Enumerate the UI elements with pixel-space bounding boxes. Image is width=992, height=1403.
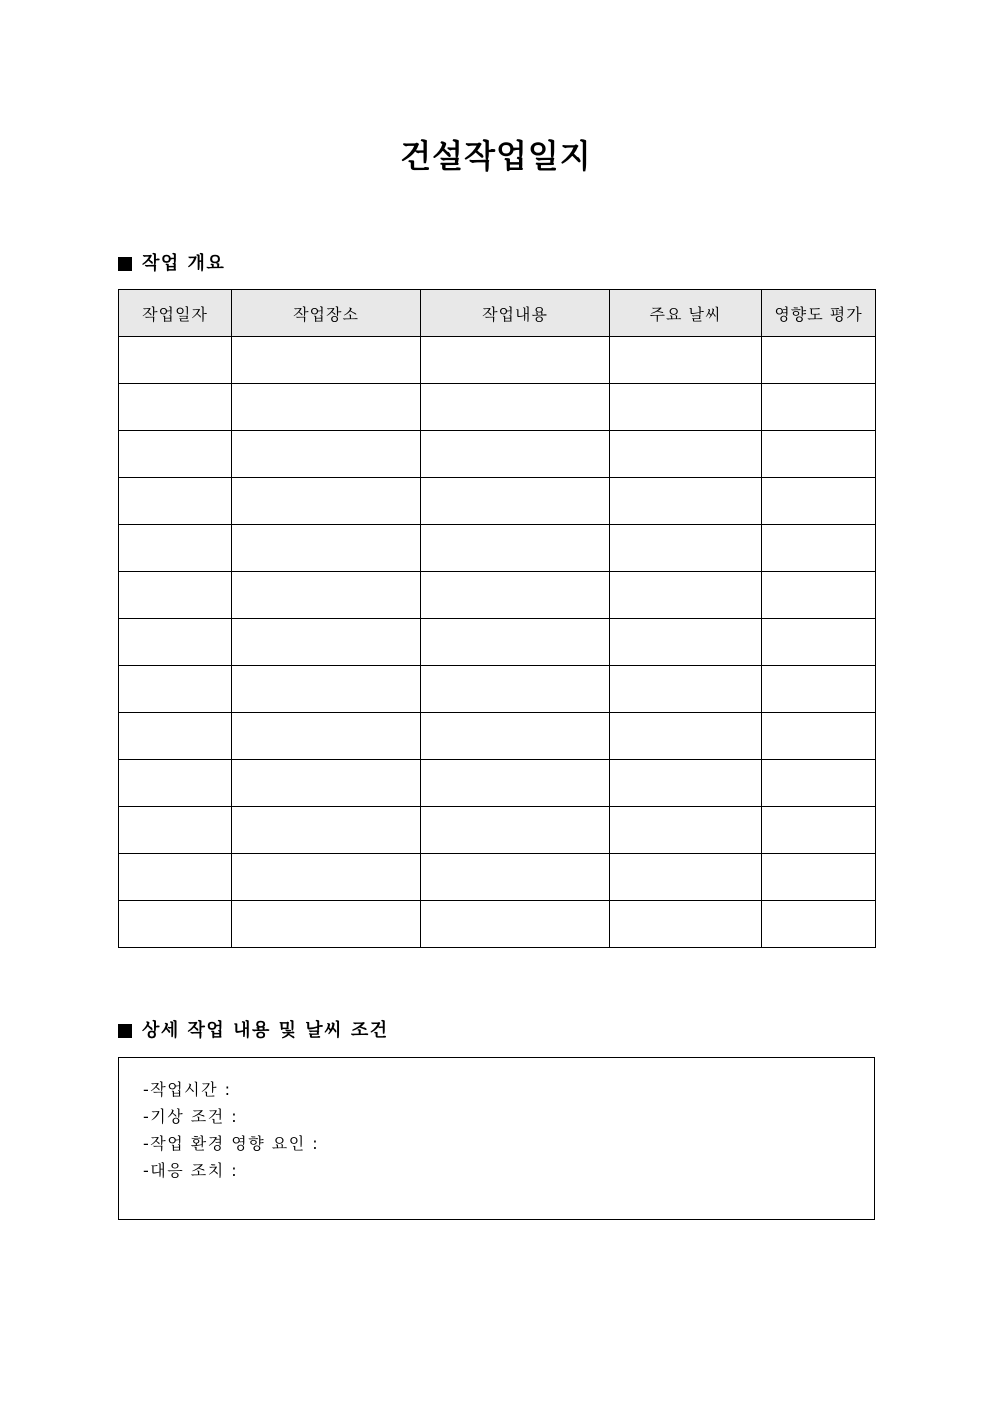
table-cell[interactable] bbox=[119, 666, 232, 713]
table-cell[interactable] bbox=[610, 525, 762, 572]
column-header-main-weather: 주요 날씨 bbox=[610, 290, 762, 337]
table-row bbox=[119, 337, 876, 384]
table-cell[interactable] bbox=[610, 713, 762, 760]
table-row bbox=[119, 666, 876, 713]
table-cell[interactable] bbox=[119, 525, 232, 572]
square-bullet-icon bbox=[118, 257, 132, 271]
table-cell[interactable] bbox=[762, 525, 876, 572]
table-cell[interactable] bbox=[421, 478, 610, 525]
section-heading-overview-label: 작업 개요 bbox=[142, 253, 226, 274]
table-cell[interactable] bbox=[421, 760, 610, 807]
table-cell[interactable] bbox=[762, 854, 876, 901]
details-lines bbox=[143, 1076, 319, 1184]
table-cell[interactable] bbox=[421, 901, 610, 948]
table-cell[interactable] bbox=[610, 337, 762, 384]
table-cell[interactable] bbox=[610, 666, 762, 713]
table-row bbox=[119, 619, 876, 666]
table-cell[interactable] bbox=[119, 854, 232, 901]
table-cell[interactable] bbox=[610, 384, 762, 431]
table-cell[interactable] bbox=[232, 713, 421, 760]
table-cell[interactable] bbox=[421, 337, 610, 384]
table-cell[interactable] bbox=[762, 760, 876, 807]
table-cell[interactable] bbox=[119, 431, 232, 478]
table-cell[interactable] bbox=[119, 619, 232, 666]
table-cell[interactable] bbox=[421, 572, 610, 619]
table-cell[interactable] bbox=[762, 384, 876, 431]
table-cell[interactable] bbox=[232, 619, 421, 666]
table-cell[interactable] bbox=[610, 854, 762, 901]
table-cell[interactable] bbox=[232, 525, 421, 572]
table-cell[interactable] bbox=[119, 384, 232, 431]
table-cell[interactable] bbox=[119, 337, 232, 384]
table-row bbox=[119, 901, 876, 948]
detail-line-work-hours: -작업시간 : bbox=[143, 1080, 232, 1099]
column-header-work-content: 작업내용 bbox=[421, 290, 610, 337]
column-header-impact-assessment: 영향도 평가 bbox=[762, 290, 876, 337]
table-cell[interactable] bbox=[119, 807, 232, 854]
table-cell[interactable] bbox=[610, 760, 762, 807]
table-cell[interactable] bbox=[762, 666, 876, 713]
table-cell[interactable] bbox=[762, 478, 876, 525]
table-cell[interactable] bbox=[119, 901, 232, 948]
table-cell[interactable] bbox=[421, 384, 610, 431]
table-cell[interactable] bbox=[762, 619, 876, 666]
table-cell[interactable] bbox=[610, 901, 762, 948]
table-cell[interactable] bbox=[232, 760, 421, 807]
table-cell[interactable] bbox=[119, 572, 232, 619]
detail-line-weather-conditions: -기상 조건 : bbox=[143, 1107, 239, 1126]
table-row bbox=[119, 760, 876, 807]
table-row bbox=[119, 854, 876, 901]
column-header-work-date: 작업일자 bbox=[119, 290, 232, 337]
table-cell[interactable] bbox=[421, 431, 610, 478]
table-body bbox=[119, 337, 876, 948]
table-cell[interactable] bbox=[421, 854, 610, 901]
table-cell[interactable] bbox=[232, 807, 421, 854]
section-heading-details-label: 상세 작업 내용 및 날씨 조건 bbox=[142, 1020, 389, 1041]
table-row bbox=[119, 572, 876, 619]
table-cell[interactable] bbox=[232, 854, 421, 901]
detail-line-response-measures: -대응 조치 : bbox=[143, 1161, 239, 1180]
table-cell[interactable] bbox=[119, 713, 232, 760]
table-cell[interactable] bbox=[762, 713, 876, 760]
table-cell[interactable] bbox=[421, 619, 610, 666]
table-cell[interactable] bbox=[762, 337, 876, 384]
table-header-row bbox=[119, 290, 876, 337]
table-cell[interactable] bbox=[232, 478, 421, 525]
table-row bbox=[119, 384, 876, 431]
table-cell[interactable] bbox=[232, 572, 421, 619]
section-heading-details bbox=[118, 1018, 389, 1044]
table-cell[interactable] bbox=[421, 807, 610, 854]
section-heading-overview bbox=[118, 251, 225, 277]
table-cell[interactable] bbox=[232, 384, 421, 431]
document-title: 건설작업일지 bbox=[400, 137, 592, 175]
table-cell[interactable] bbox=[762, 572, 876, 619]
table-cell[interactable] bbox=[610, 478, 762, 525]
table-cell[interactable] bbox=[421, 525, 610, 572]
table-cell[interactable] bbox=[232, 666, 421, 713]
table-cell[interactable] bbox=[610, 431, 762, 478]
table-row bbox=[119, 478, 876, 525]
table-cell[interactable] bbox=[421, 713, 610, 760]
table-cell[interactable] bbox=[610, 619, 762, 666]
table-row bbox=[119, 713, 876, 760]
table-cell[interactable] bbox=[762, 901, 876, 948]
detail-line-environment-factors: -작업 환경 영향 요인 : bbox=[143, 1134, 320, 1153]
work-overview-table bbox=[118, 289, 876, 948]
table-cell[interactable] bbox=[421, 666, 610, 713]
table-cell[interactable] bbox=[610, 807, 762, 854]
details-box[interactable] bbox=[118, 1057, 875, 1220]
table-row bbox=[119, 525, 876, 572]
table-cell[interactable] bbox=[232, 431, 421, 478]
table-row bbox=[119, 807, 876, 854]
table-cell[interactable] bbox=[119, 760, 232, 807]
table-cell[interactable] bbox=[232, 901, 421, 948]
table-cell[interactable] bbox=[762, 431, 876, 478]
table-cell[interactable] bbox=[610, 572, 762, 619]
table-cell[interactable] bbox=[119, 478, 232, 525]
table-cell[interactable] bbox=[762, 807, 876, 854]
square-bullet-icon bbox=[118, 1024, 132, 1038]
table-cell[interactable] bbox=[232, 337, 421, 384]
table-row bbox=[119, 431, 876, 478]
column-header-work-location: 작업장소 bbox=[232, 290, 421, 337]
